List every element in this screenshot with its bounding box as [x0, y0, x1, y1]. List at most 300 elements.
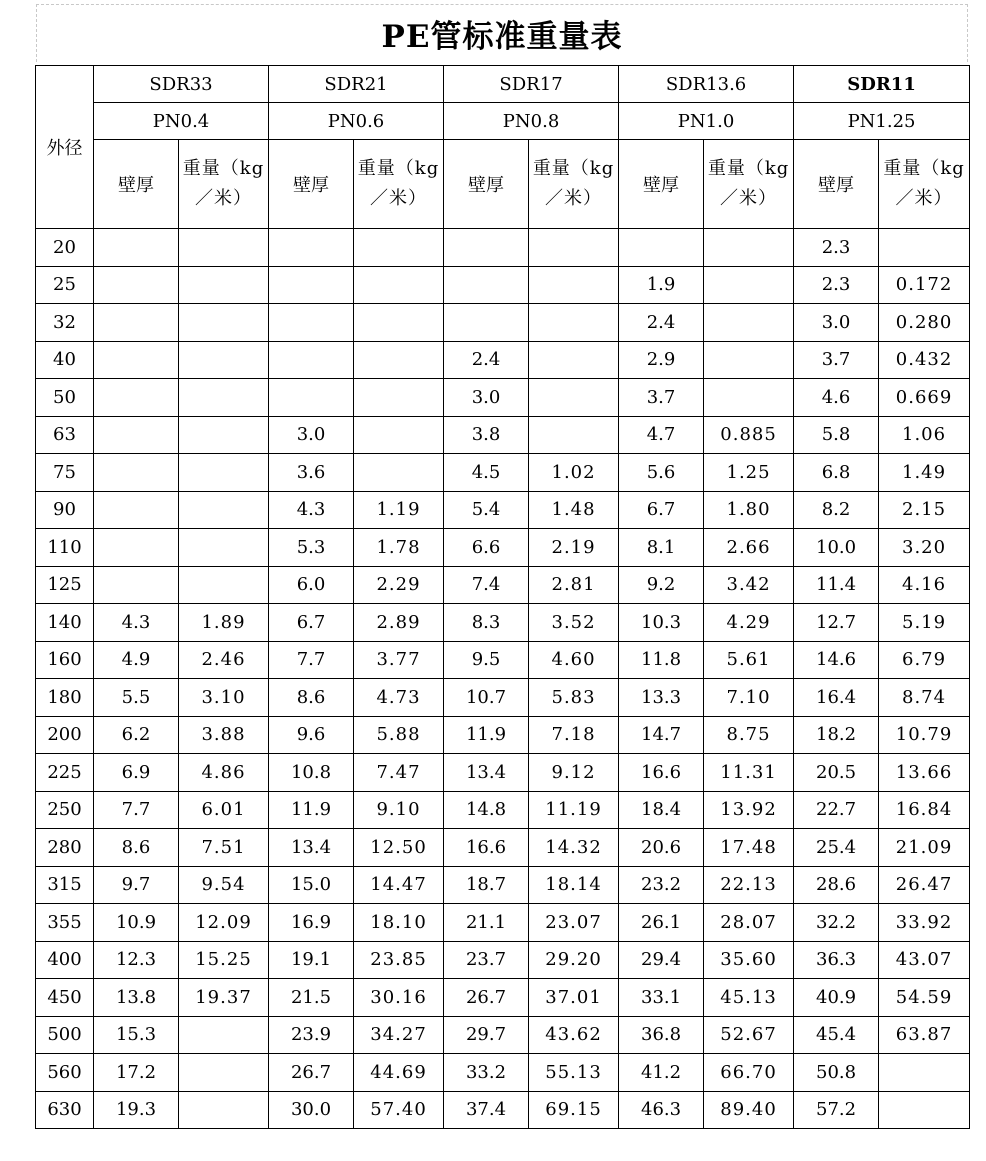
- weight-cell: [529, 341, 619, 379]
- weight-cell: 2.66: [704, 529, 794, 567]
- outer-diameter-cell: 125: [36, 566, 94, 604]
- weight-cell: 29.20: [529, 941, 619, 979]
- weight-header: [529, 140, 619, 229]
- weight-cell: 7.18: [529, 716, 619, 754]
- weight-header-line1: 重量（kg: [532, 158, 615, 179]
- wall-thickness-cell: 3.7: [794, 341, 879, 379]
- weight-cell: 9.10: [354, 791, 444, 829]
- weight-cell: [354, 341, 444, 379]
- pn-header: PN0.6: [269, 103, 444, 140]
- sdr-header: SDR33: [94, 66, 269, 103]
- wall-thickness-cell: 14.7: [619, 716, 704, 754]
- weight-cell: 8.75: [704, 716, 794, 754]
- wall-thickness-cell: 1.9: [619, 266, 704, 304]
- wall-thickness-cell: 15.3: [94, 1016, 179, 1054]
- weight-cell: 23.07: [529, 904, 619, 942]
- weight-cell: 33.92: [879, 904, 970, 942]
- wall-thickness-cell: 19.3: [94, 1091, 179, 1129]
- weight-cell: 7.51: [179, 829, 269, 867]
- weight-cell: [179, 304, 269, 342]
- weight-cell: 43.62: [529, 1016, 619, 1054]
- wall-thickness-cell: 29.4: [619, 941, 704, 979]
- wall-thickness-cell: 5.3: [269, 529, 354, 567]
- weight-cell: 30.16: [354, 979, 444, 1017]
- weight-cell: 9.54: [179, 866, 269, 904]
- wall-thickness-cell: 11.9: [269, 791, 354, 829]
- weight-cell: [354, 379, 444, 417]
- weight-cell: 1.80: [704, 491, 794, 529]
- wall-thickness-cell: 21.1: [444, 904, 529, 942]
- weight-table: [35, 65, 970, 1129]
- wall-thickness-cell: 46.3: [619, 1091, 704, 1129]
- wall-thickness-cell: 4.3: [269, 491, 354, 529]
- wall-thickness-cell: 20.5: [794, 754, 879, 792]
- wall-thickness-cell: 2.4: [619, 304, 704, 342]
- outer-diameter-cell: 20: [36, 229, 94, 267]
- weight-cell: [179, 1091, 269, 1129]
- wall-thickness-cell: [94, 454, 179, 492]
- wall-thickness-cell: 18.7: [444, 866, 529, 904]
- weight-cell: 26.47: [879, 866, 970, 904]
- weight-cell: [704, 266, 794, 304]
- weight-header-line1: 重量（kg: [883, 158, 965, 179]
- wall-thickness-cell: 16.6: [444, 829, 529, 867]
- wall-thickness-cell: 33.1: [619, 979, 704, 1017]
- outer-diameter-cell: 40: [36, 341, 94, 379]
- pn-header-row: [36, 103, 970, 140]
- outer-diameter-cell: 75: [36, 454, 94, 492]
- wall-thickness-cell: 13.4: [269, 829, 354, 867]
- weight-cell: [179, 266, 269, 304]
- wall-thickness-cell: 2.3: [794, 266, 879, 304]
- weight-cell: 3.10: [179, 679, 269, 717]
- wall-thickness-header: 壁厚: [444, 140, 529, 229]
- outer-diameter-cell: 25: [36, 266, 94, 304]
- wall-thickness-cell: [619, 229, 704, 267]
- weight-cell: 52.67: [704, 1016, 794, 1054]
- wall-thickness-cell: 13.4: [444, 754, 529, 792]
- wall-thickness-cell: 8.6: [94, 829, 179, 867]
- outer-diameter-cell: 63: [36, 416, 94, 454]
- outer-diameter-cell: 50: [36, 379, 94, 417]
- wall-thickness-cell: 6.8: [794, 454, 879, 492]
- outer-diameter-cell: 90: [36, 491, 94, 529]
- weight-cell: 0.280: [879, 304, 970, 342]
- outer-diameter-cell: 315: [36, 866, 94, 904]
- weight-cell: [529, 416, 619, 454]
- wall-thickness-cell: 23.7: [444, 941, 529, 979]
- table-row: [36, 304, 970, 342]
- weight-cell: [529, 379, 619, 417]
- weight-cell: [179, 454, 269, 492]
- outer-diameter-cell: 280: [36, 829, 94, 867]
- outer-diameter-cell: 110: [36, 529, 94, 567]
- table-row: [36, 791, 970, 829]
- wall-thickness-cell: 40.9: [794, 979, 879, 1017]
- weight-cell: 0.885: [704, 416, 794, 454]
- weight-cell: 4.73: [354, 679, 444, 717]
- outer-diameter-cell: 225: [36, 754, 94, 792]
- weight-cell: [179, 341, 269, 379]
- weight-cell: [179, 1054, 269, 1092]
- wall-thickness-cell: 23.9: [269, 1016, 354, 1054]
- pn-header: PN1.25: [794, 103, 970, 140]
- wall-thickness-cell: [94, 566, 179, 604]
- weight-cell: 11.19: [529, 791, 619, 829]
- weight-cell: 3.20: [879, 529, 970, 567]
- wall-thickness-cell: 3.0: [444, 379, 529, 417]
- weight-cell: 0.432: [879, 341, 970, 379]
- page-title: PE管标准重量表: [381, 19, 623, 55]
- weight-cell: 34.27: [354, 1016, 444, 1054]
- weight-cell: 5.19: [879, 604, 970, 642]
- outer-diameter-cell: 560: [36, 1054, 94, 1092]
- weight-header-line1: 重量（kg: [357, 158, 440, 179]
- wall-thickness-cell: 17.2: [94, 1054, 179, 1092]
- wall-thickness-cell: [94, 529, 179, 567]
- weight-cell: 7.10: [704, 679, 794, 717]
- weight-cell: 14.47: [354, 866, 444, 904]
- weight-cell: 4.86: [179, 754, 269, 792]
- weight-cell: 1.06: [879, 416, 970, 454]
- wall-thickness-cell: 13.8: [94, 979, 179, 1017]
- table-row: [36, 529, 970, 567]
- weight-cell: [179, 491, 269, 529]
- wall-thickness-cell: 16.9: [269, 904, 354, 942]
- outer-diameter-cell: 630: [36, 1091, 94, 1129]
- weight-cell: [529, 304, 619, 342]
- weight-cell: 45.13: [704, 979, 794, 1017]
- wall-thickness-cell: 7.7: [269, 641, 354, 679]
- weight-cell: 1.25: [704, 454, 794, 492]
- wall-thickness-cell: [94, 304, 179, 342]
- outer-diameter-cell: 355: [36, 904, 94, 942]
- weight-cell: [179, 1016, 269, 1054]
- weight-cell: 3.88: [179, 716, 269, 754]
- wall-thickness-cell: 15.0: [269, 866, 354, 904]
- table-row: [36, 379, 970, 417]
- wall-thickness-cell: 22.7: [794, 791, 879, 829]
- wall-thickness-cell: 37.4: [444, 1091, 529, 1129]
- weight-cell: 37.01: [529, 979, 619, 1017]
- pn-header: PN0.4: [94, 103, 269, 140]
- wall-thickness-cell: 30.0: [269, 1091, 354, 1129]
- sub-header-row: [36, 140, 970, 229]
- sdr-header: SDR13.6: [619, 66, 794, 103]
- weight-cell: 63.87: [879, 1016, 970, 1054]
- wall-thickness-cell: [269, 379, 354, 417]
- wall-thickness-cell: 26.7: [269, 1054, 354, 1092]
- wall-thickness-cell: 18.2: [794, 716, 879, 754]
- weight-header: [704, 140, 794, 229]
- pn-header: PN1.0: [619, 103, 794, 140]
- wall-thickness-cell: 4.6: [794, 379, 879, 417]
- wall-thickness-cell: 25.4: [794, 829, 879, 867]
- wall-thickness-cell: 9.5: [444, 641, 529, 679]
- weight-header-line2: ／米）: [370, 188, 428, 209]
- wall-thickness-cell: 16.6: [619, 754, 704, 792]
- wall-thickness-cell: 57.2: [794, 1091, 879, 1129]
- wall-thickness-cell: 9.7: [94, 866, 179, 904]
- weight-cell: [704, 379, 794, 417]
- table-row: [36, 1054, 970, 1092]
- sdr-header: SDR11: [794, 66, 970, 103]
- wall-thickness-cell: 12.7: [794, 604, 879, 642]
- weight-cell: 13.92: [704, 791, 794, 829]
- wall-thickness-cell: 8.2: [794, 491, 879, 529]
- weight-cell: 1.48: [529, 491, 619, 529]
- weight-cell: 0.669: [879, 379, 970, 417]
- weight-cell: 19.37: [179, 979, 269, 1017]
- outer-diameter-cell: 400: [36, 941, 94, 979]
- weight-cell: 11.31: [704, 754, 794, 792]
- wall-thickness-cell: [444, 229, 529, 267]
- table-row: [36, 979, 970, 1017]
- sdr-header-row: [36, 66, 970, 103]
- wall-thickness-cell: 11.8: [619, 641, 704, 679]
- outer-diameter-header: 外径: [36, 66, 94, 229]
- weight-cell: 18.10: [354, 904, 444, 942]
- wall-thickness-cell: 14.6: [794, 641, 879, 679]
- wall-thickness-cell: 16.4: [794, 679, 879, 717]
- weight-cell: 12.50: [354, 829, 444, 867]
- table-row: [36, 716, 970, 754]
- wall-thickness-cell: 2.9: [619, 341, 704, 379]
- wall-thickness-cell: 2.3: [794, 229, 879, 267]
- weight-cell: 5.83: [529, 679, 619, 717]
- wall-thickness-cell: 20.6: [619, 829, 704, 867]
- weight-cell: 7.47: [354, 754, 444, 792]
- weight-cell: [704, 229, 794, 267]
- wall-thickness-cell: 5.6: [619, 454, 704, 492]
- weight-cell: 1.78: [354, 529, 444, 567]
- wall-thickness-cell: 10.8: [269, 754, 354, 792]
- weight-cell: 5.61: [704, 641, 794, 679]
- wall-thickness-header: 壁厚: [269, 140, 354, 229]
- weight-cell: [179, 229, 269, 267]
- weight-cell: [354, 266, 444, 304]
- wall-thickness-cell: 4.7: [619, 416, 704, 454]
- wall-thickness-cell: 19.1: [269, 941, 354, 979]
- weight-cell: 54.59: [879, 979, 970, 1017]
- weight-cell: 8.74: [879, 679, 970, 717]
- wall-thickness-cell: 3.7: [619, 379, 704, 417]
- wall-thickness-cell: 9.6: [269, 716, 354, 754]
- weight-cell: 1.49: [879, 454, 970, 492]
- wall-thickness-cell: 4.3: [94, 604, 179, 642]
- pn-header: PN0.8: [444, 103, 619, 140]
- weight-header-line2: ／米）: [545, 188, 603, 209]
- weight-cell: 43.07: [879, 941, 970, 979]
- weight-cell: 6.79: [879, 641, 970, 679]
- wall-thickness-cell: 36.3: [794, 941, 879, 979]
- wall-thickness-cell: 6.2: [94, 716, 179, 754]
- wall-thickness-cell: 3.6: [269, 454, 354, 492]
- wall-thickness-cell: [94, 491, 179, 529]
- wall-thickness-cell: [444, 266, 529, 304]
- weight-cell: 9.12: [529, 754, 619, 792]
- wall-thickness-cell: 23.2: [619, 866, 704, 904]
- wall-thickness-cell: 6.0: [269, 566, 354, 604]
- table-row: [36, 604, 970, 642]
- weight-cell: 2.81: [529, 566, 619, 604]
- wall-thickness-cell: [269, 229, 354, 267]
- weight-cell: 10.79: [879, 716, 970, 754]
- table-row: [36, 454, 970, 492]
- weight-header-line2: ／米）: [720, 188, 778, 209]
- weight-cell: [354, 454, 444, 492]
- weight-cell: 22.13: [704, 866, 794, 904]
- weight-cell: 4.16: [879, 566, 970, 604]
- weight-cell: 1.02: [529, 454, 619, 492]
- wall-thickness-cell: 50.8: [794, 1054, 879, 1092]
- weight-cell: 0.172: [879, 266, 970, 304]
- weight-cell: [179, 566, 269, 604]
- wall-thickness-cell: 10.3: [619, 604, 704, 642]
- wall-thickness-header: 壁厚: [619, 140, 704, 229]
- wall-thickness-cell: 18.4: [619, 791, 704, 829]
- table-row: [36, 679, 970, 717]
- weight-cell: [179, 416, 269, 454]
- weight-cell: 18.14: [529, 866, 619, 904]
- wall-thickness-header: 壁厚: [794, 140, 879, 229]
- outer-diameter-cell: 250: [36, 791, 94, 829]
- wall-thickness-cell: [94, 266, 179, 304]
- wall-thickness-cell: [94, 379, 179, 417]
- wall-thickness-cell: 26.7: [444, 979, 529, 1017]
- table-row: [36, 416, 970, 454]
- wall-thickness-cell: 5.8: [794, 416, 879, 454]
- wall-thickness-cell: 10.9: [94, 904, 179, 942]
- weight-cell: 35.60: [704, 941, 794, 979]
- weight-cell: 14.32: [529, 829, 619, 867]
- wall-thickness-cell: 3.8: [444, 416, 529, 454]
- weight-header-line1: 重量（kg: [182, 158, 265, 179]
- weight-cell: [179, 529, 269, 567]
- weight-cell: 13.66: [879, 754, 970, 792]
- weight-cell: 4.60: [529, 641, 619, 679]
- weight-cell: [529, 229, 619, 267]
- wall-thickness-cell: 6.6: [444, 529, 529, 567]
- weight-cell: [879, 229, 970, 267]
- weight-cell: 57.40: [354, 1091, 444, 1129]
- wall-thickness-cell: 28.6: [794, 866, 879, 904]
- weight-cell: 3.52: [529, 604, 619, 642]
- weight-header: [879, 140, 970, 229]
- outer-diameter-cell: 180: [36, 679, 94, 717]
- outer-diameter-cell: 160: [36, 641, 94, 679]
- wall-thickness-cell: 33.2: [444, 1054, 529, 1092]
- table-row: [36, 1016, 970, 1054]
- wall-thickness-cell: 12.3: [94, 941, 179, 979]
- table-row: [36, 829, 970, 867]
- weight-cell: 89.40: [704, 1091, 794, 1129]
- wall-thickness-cell: [94, 341, 179, 379]
- wall-thickness-cell: 21.5: [269, 979, 354, 1017]
- weight-cell: 4.29: [704, 604, 794, 642]
- weight-cell: [354, 304, 444, 342]
- wall-thickness-cell: 6.7: [619, 491, 704, 529]
- wall-thickness-cell: 11.4: [794, 566, 879, 604]
- weight-header-line2: ／米）: [895, 188, 953, 209]
- weight-cell: 15.25: [179, 941, 269, 979]
- table-row: [36, 754, 970, 792]
- weight-cell: [704, 341, 794, 379]
- weight-cell: 2.19: [529, 529, 619, 567]
- weight-cell: 17.48: [704, 829, 794, 867]
- weight-cell: 69.15: [529, 1091, 619, 1129]
- weight-cell: 55.13: [529, 1054, 619, 1092]
- wall-thickness-cell: 4.5: [444, 454, 529, 492]
- weight-cell: [529, 266, 619, 304]
- table-row: [36, 229, 970, 267]
- weight-cell: 1.19: [354, 491, 444, 529]
- weight-cell: 3.77: [354, 641, 444, 679]
- wall-thickness-cell: 3.0: [269, 416, 354, 454]
- weight-cell: 2.89: [354, 604, 444, 642]
- title-box: [36, 4, 968, 62]
- wall-thickness-cell: [94, 229, 179, 267]
- wall-thickness-cell: 14.8: [444, 791, 529, 829]
- weight-cell: [704, 304, 794, 342]
- wall-thickness-cell: 41.2: [619, 1054, 704, 1092]
- table-row: [36, 491, 970, 529]
- wall-thickness-cell: 6.9: [94, 754, 179, 792]
- weight-cell: 21.09: [879, 829, 970, 867]
- wall-thickness-header: 壁厚: [94, 140, 179, 229]
- table-body: [36, 229, 970, 1129]
- table-row: [36, 866, 970, 904]
- table-header: [36, 66, 970, 229]
- table-row: [36, 566, 970, 604]
- weight-cell: 2.15: [879, 491, 970, 529]
- weight-cell: 16.84: [879, 791, 970, 829]
- weight-cell: 5.88: [354, 716, 444, 754]
- table-row: [36, 341, 970, 379]
- wall-thickness-cell: 11.9: [444, 716, 529, 754]
- wall-thickness-cell: 5.4: [444, 491, 529, 529]
- weight-cell: 3.42: [704, 566, 794, 604]
- wall-thickness-cell: 5.5: [94, 679, 179, 717]
- wall-thickness-cell: 45.4: [794, 1016, 879, 1054]
- weight-cell: 2.29: [354, 566, 444, 604]
- wall-thickness-cell: 7.4: [444, 566, 529, 604]
- outer-diameter-cell: 500: [36, 1016, 94, 1054]
- weight-cell: [354, 416, 444, 454]
- table-row: [36, 1091, 970, 1129]
- weight-cell: 23.85: [354, 941, 444, 979]
- weight-header: [354, 140, 444, 229]
- weight-header-line2: ／米）: [195, 188, 252, 209]
- table-row: [36, 266, 970, 304]
- outer-diameter-cell: 200: [36, 716, 94, 754]
- sdr-header: SDR17: [444, 66, 619, 103]
- table-row: [36, 904, 970, 942]
- wall-thickness-cell: [94, 416, 179, 454]
- weight-cell: 28.07: [704, 904, 794, 942]
- outer-diameter-cell: 140: [36, 604, 94, 642]
- wall-thickness-cell: 13.3: [619, 679, 704, 717]
- weight-cell: 2.46: [179, 641, 269, 679]
- wall-thickness-cell: 32.2: [794, 904, 879, 942]
- table-row: [36, 941, 970, 979]
- wall-thickness-cell: 36.8: [619, 1016, 704, 1054]
- weight-cell: 6.01: [179, 791, 269, 829]
- table-row: [36, 641, 970, 679]
- weight-cell: 66.70: [704, 1054, 794, 1092]
- wall-thickness-cell: [269, 304, 354, 342]
- wall-thickness-cell: 3.0: [794, 304, 879, 342]
